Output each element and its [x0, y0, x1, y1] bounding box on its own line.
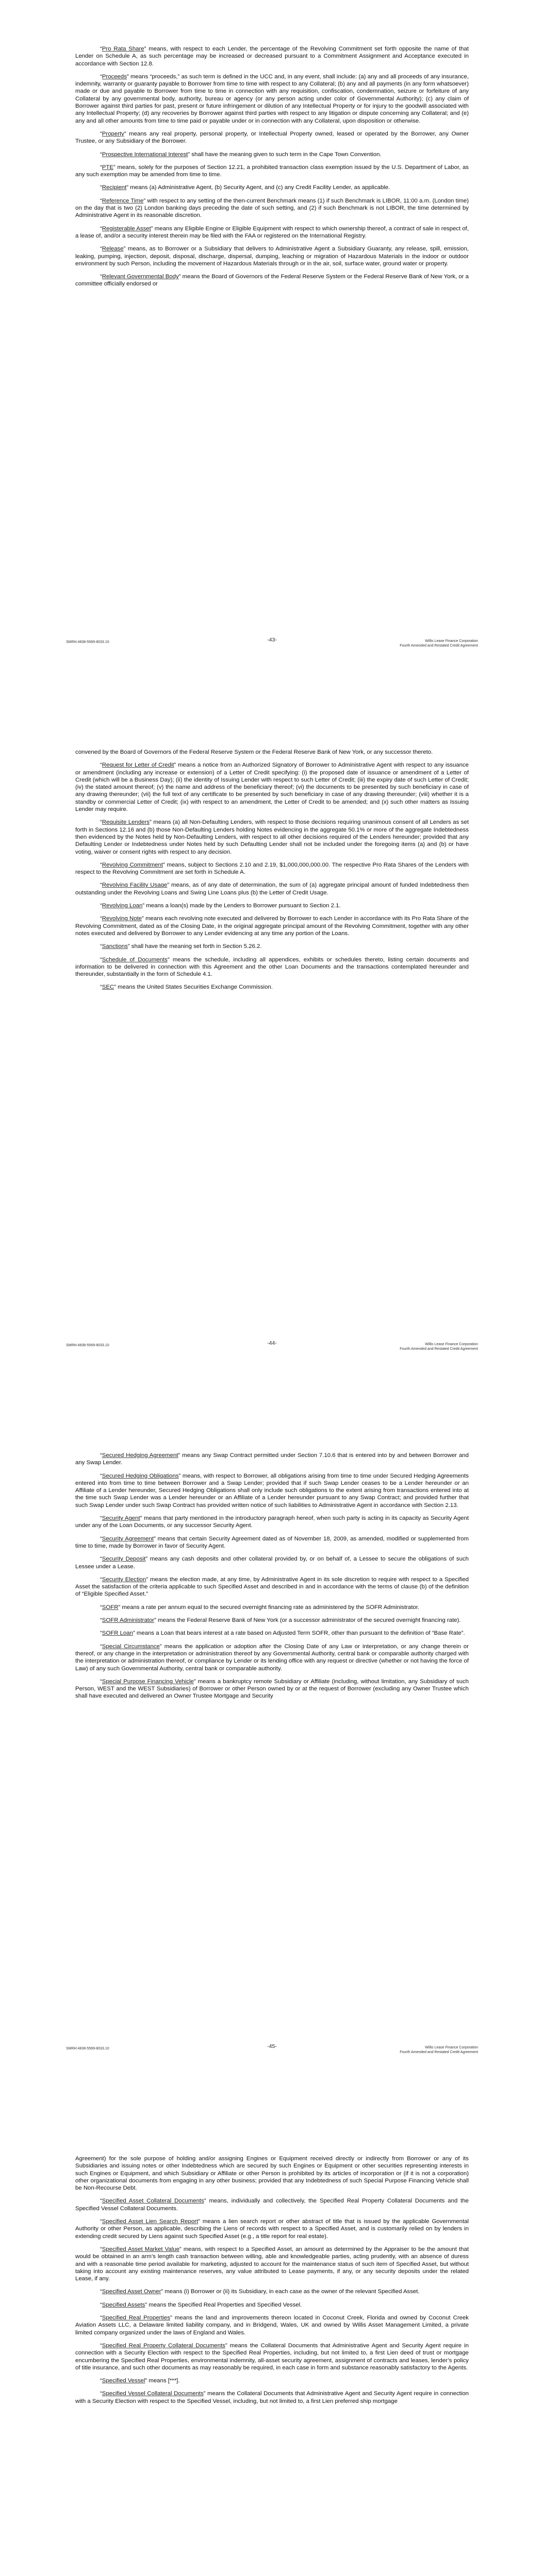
page-body [75, 2155, 469, 2411]
definition-paragraph: “Sanctions” shall have the meaning set forth in Section 5.26.2. [100, 943, 262, 950]
defined-term: Pro Rata Share [102, 46, 144, 52]
defined-term: Specified Real Properties [102, 2315, 171, 2321]
definition-paragraph: “Specified Real Property Collateral Documents” means the Collateral Documents that Administrative Agent and Security Agent require in connection with a Security Election with respect to the Specified Real Properties, including, but not limited to, a first Lien deed of trust or mortgage encumbering the Specified Real Properties, environmental indemnity, all-asset security agreement, assignment of contracts and leases, lender’s policy of title insurance, and such other documents as may reasonably be required, in each case in form and substance reasonably satisfactory to the Agents. [75, 2342, 469, 2371]
definition-paragraph: “Specified Asset Lien Search Report” means a lien search report or other abstract of title that is issued by the applicable Governmental Authority or other Person, as applicable, describing the Liens of records with respect to a Specified Asset, and is customarily relied on by lenders in extending credit secured by Liens against such Specified Asset (e.g., a title report for real estate). [75, 2218, 469, 2240]
defined-term: Security Agent [102, 1515, 140, 1522]
defined-term: Schedule of Documents [102, 956, 168, 963]
definition-paragraph: “PTE” means, solely for the purposes of Section 12.21, a prohibited transaction class exemption issued by the U.S. Department of Labor, as any such exemption may be amended from time to time. [75, 164, 469, 178]
definition-paragraph: “Schedule of Documents” means the schedule, including all appendices, exhibits or schedules thereto, listing certain documents and information to be delivered in connection with this Agreement and the other Loan Documents and the transactions contemplated hereunder and thereunder, substantially in the form of Schedule 4.1. [75, 956, 469, 978]
definition-paragraph: “Revolving Note” means each revolving note executed and delivered by Borrower to each Lender in accordance with its Pro Rata Share of the Revolving Commitment, dated as of the Closing Date, in the original aggregate principal amount of the Revolving Commitment, together with any other notes executed and delivered by Borrower to any Lender evidencing at any time any portion of the Loans. [75, 916, 469, 937]
page-number: -45- [267, 2043, 277, 2049]
defined-term: SOFR [102, 1604, 119, 1611]
definition-paragraph: “Relevant Governmental Body” means the Board of Governors of the Federal Reserve System or the Federal Reserve Bank of New York, or a committee officially endorsed or [75, 274, 469, 287]
definition-paragraph: “Secured Hedging Obligations” means, with respect to Borrower, all obligations arising from time to time under Secured Hedging Agreements entered into from time to time between Borrower and a Swap Lender; provided that if such Swap Lender ceases to be a Lender hereunder or an Affiliate of a Lender hereunder, Secured Hedging Obligations shall only include such obligations to the extent arising from transactions entered into at the time such Swap Lender was a Lender hereunder or an Affiliate of a Lender hereunder pursuant to any Swap Contract; and provided further that such Swap Lender under such Swap Contract has provided written notice of such liabilities to Administrative Agent in accordance with Section 2.13. [75, 1472, 469, 1509]
defined-term: Secured Hedging Obligations [102, 1472, 179, 1479]
footer-doc-id: SMRH:4838-5569-8033.10 [66, 640, 109, 644]
footer-title [400, 639, 478, 648]
page-number: -43- [267, 637, 277, 643]
defined-term: SEC [102, 984, 114, 991]
defined-term: Sanctions [102, 943, 128, 950]
definition-paragraph: “Specified Real Properties” means the land and improvements thereon located in Coconut Creek, Florida and owned by Coconut Creek Aviation Assets LLC, a Delaware limited liability company, and in Bridgend, Wales, UK and owned by Willis Asset Management Limited, a private limited company organized under the laws of England and Wales. [75, 2315, 469, 2336]
definition-paragraph: “Special Purpose Financing Vehicle” means a bankruptcy remote Subsidiary or Affiliate (including, without limitation, any Subsidiary of such Person, WEST and the WEST Subsidiaries) of Borrower or other Person owned by or at the request of Borrower (excluding any Owner Trustee which shall have executed and delivered an Owner Trustee Mortgage and Security [75, 1678, 469, 1700]
defined-term: Release [102, 246, 124, 252]
definition-paragraph: “Pro Rata Share” means, with respect to each Lender, the percentage of the Revolving Commitment set forth opposite the name of that Lender on Schedule A, as such percentage may be increased or decreased pursuant to a Commitment Assignment and Acceptance executed in accordance with Section 12.8. [75, 46, 469, 67]
definition-paragraph: “Requisite Lenders” means (a) all Non-Defaulting Lenders, with respect to those decisions requiring unanimous consent of all Lenders as set forth in Sections 12.16 and (b) those Non-Defaulting Lenders holding Notes evidencing in the aggregate 50.1% or more of the aggregate Indebtedness then evidenced by the Notes held by Non-Defaulting Lenders, with respect to all other decisions required of the Lenders hereunder; provided that any Defaulting Lender or Indebtedness under Notes held by such Defaulting Lender shall not be included under the foregoing items (a) and (b) or have voting, waiver or consent rights with respect to any decision. [75, 819, 469, 855]
page-number: -44- [267, 1340, 277, 1346]
footer-agreement: Fourth Amended and Restated Credit Agreement [400, 644, 478, 648]
definition-paragraph: “Specified Vessel Collateral Documents” means the Collateral Documents that Administrative Agent and Security Agent require in connection with a Security Election with respect to the Specified Vessel, including, but not limited to, a first Lien preferred ship mortgage [75, 2391, 469, 2404]
defined-term: Special Circumstance [102, 1643, 160, 1650]
document-page [0, 1406, 544, 2110]
definition-paragraph: “Property” means any real property, personal property, or Intellectual Property owned, leased or operated by the Borrower, any Owner Trustee, or any Subsidiary of the Borrower. [75, 130, 469, 145]
defined-term: Recipient [102, 184, 127, 191]
defined-term: Secured Hedging Agreement [102, 1452, 178, 1459]
definition-paragraph: “Registerable Asset” means any Eligible Engine or Eligible Equipment with respect to which ownership thereof, a contract of sale in respect of, a lease of, and/or a security interest therein may be filed with the FAA or registered on the International Registry. [75, 225, 469, 239]
defined-term: Specified Asset Market Value [102, 2246, 179, 2252]
defined-term: Requisite Lenders [102, 819, 150, 826]
footer-title [400, 1342, 478, 1351]
definition-paragraph: “SEC” means the United States Securities Exchange Commission. [100, 984, 273, 991]
footer-agreement: Fourth Amended and Restated Credit Agreement [400, 2050, 478, 2054]
defined-term: PTE [102, 164, 113, 171]
defined-term: Revolving Loan [102, 903, 143, 909]
footer-title [400, 2045, 478, 2055]
defined-term: Revolving Facility Usage [102, 882, 168, 889]
continued-paragraph: convened by the Board of Governors of the Federal Reserve System or the Federal Reserve Bank of New York, or any successor thereto. [75, 749, 433, 755]
definition-paragraph: “Specified Vessel” means [***]. [100, 2378, 180, 2384]
definition-paragraph: “Specified Asset Market Value” means, with respect to a Specified Asset, an amount as determined by the Appraiser to be the amount that would be obtained in an arm’s length cash transaction between willing, able and knowledgeable parties, acting prudently, with an absence of duress and with a reasonable time period available for marketing, adjusted to account for the maintenance status of such item of Specified Asset, but without taking into account any existing maintenance reserves, any value attributed to Lease payments, if any, or any security deposits under the related Lease, if any. [75, 2246, 469, 2282]
document-page [0, 2110, 544, 2576]
defined-term: SOFR Administrator [102, 1617, 155, 1624]
definition-paragraph: “Proceeds” means “proceeds,” as such term is defined in the UCC and, in any event, shall include: (a) any and all proceeds of any insurance, indemnity, warranty or guaranty payable to Borrower from time to time with respect to any Collateral; (b) any and all payments (in any form whatsoever) made or due and payable to Borrower from time to time in connection with any requisition, confiscation, condemnation, seizure or forfeiture of any Collateral by any governmental body, authority, bureau or agency (or any person acting under color of Governmental Authority); (c) any claim of Borrower against third parties for past, present or future infringement or dilution of any Intellectual Property or for injury to the goodwill associated with any Intellectual Property; (d) any recoveries by Borrower against third parties with respect to any litigation or dispute concerning any Collateral; and (e) any and all other amounts from time to time paid or payable under or in connection with any Collateral, upon disposition or otherwise. [75, 73, 469, 124]
defined-term: Revolving Commitment [102, 861, 163, 868]
definition-paragraph: “Security Election” means the election made, at any time, by Administrative Agent in its sole discretion to require with respect to a Specified Asset the satisfaction of the criteria applicable to such Specified Asset and described in and in accordance with the terms of clause (b) of the definition of “Eligible Specified Asset.” [75, 1576, 469, 1598]
definition-paragraph: “Special Circumstance” means the application or adoption after the Closing Date of any Law or interpretation, or any change therein or thereof, or any change in the interpretation or administration thereof by any Governmental Authority, central bank or comparable authority charged with the interpretation or administration thereof, or compliance by Lender or its lending office with any request or directive (whether or not having the force of Law) of any such Governmental Authority, central bank or comparable authority. [75, 1643, 469, 1672]
defined-term: Prospective International Interest [102, 151, 188, 158]
defined-term: Request for Letter of Credit [102, 762, 174, 769]
definition-paragraph: “Revolving Commitment” means, subject to Sections 2.10 and 2.19, $1,000,000,000.00. The respective Pro Rata Shares of the Lenders with respect to the Revolving Commitment are set forth in Schedule A. [75, 861, 469, 876]
definition-paragraph: “Prospective International Interest” shall have the meaning given to such term in the Cape Town Convention. [100, 151, 382, 158]
definition-paragraph: “Reference Time” with respect to any setting of the then-current Benchmark means (1) if such Benchmark is LIBOR, 11:00 a.m. (London time) on the day that is two (2) London banking days preceding the date of such setting, and (2) if such Benchmark is not LIBOR, the time determined by Administrative Agent in its reasonable discretion. [75, 197, 469, 219]
defined-term: Specified Real Property Collateral Documents [102, 2342, 225, 2349]
defined-term: Specified Asset Lien Search Report [102, 2218, 199, 2225]
footer-company: Willis Lease Finance Corporation [425, 639, 478, 643]
definition-paragraph: “Security Agent” means that party mentioned in the introductory paragraph hereof, when such party is acting in its capacity as Security Agent under any of the Loan Documents, or any successor Security Agent. [75, 1515, 469, 1529]
continued-paragraph: Agreement) for the sole purpose of holding and/or assigning Engines or Equipment received directly or indirectly from Borrower or any of its Subsidiaries and issuing notes or other Indebtedness which are secured by such Engines or Equipment or other securities representing interests in such Engines or Equipment, and which Subsidiary or Affiliate or other Person is prohibited by its articles of incorporation or (if it is not a corporation) other organizational documents from engaging in any other business; provided that any Indebtedness of such Special Purpose Financing Vehicle shall be Non-Recourse Debt. [75, 2156, 469, 2192]
footer-company: Willis Lease Finance Corporation [425, 2046, 478, 2049]
defined-term: Property [102, 130, 124, 137]
defined-term: Specified Asset Collateral Documents [102, 2198, 204, 2205]
definition-paragraph: “Specified Asset Collateral Documents” means, individually and collectively, the Specified Real Property Collateral Documents and the Specified Vessel Collateral Documents. [75, 2198, 469, 2212]
defined-term: Relevant Governmental Body [102, 274, 179, 280]
defined-term: Security Election [102, 1576, 146, 1583]
defined-term: Specified Assets [102, 2301, 145, 2308]
definition-paragraph: “Revolving Loan” means a loan(s) made by the Lenders to Borrower pursuant to Section 2.1. [100, 903, 341, 909]
page-body [75, 45, 469, 294]
defined-term: Proceeds [102, 73, 127, 80]
footer-doc-id: SMRH:4838-5569-8033.10 [66, 2047, 109, 2050]
defined-term: Security Deposit [102, 1556, 146, 1563]
defined-term: Revolving Note [102, 916, 142, 922]
footer-company: Willis Lease Finance Corporation [425, 1343, 478, 1346]
definition-paragraph: “Request for Letter of Credit” means a notice from an Authorized Signatory of Borrower to Administrative Agent with respect to any issuance or amendment (including any increase or extension) of a Letter of Credit specifying: (i) the proposed date of issuance or amendment of a Letter of Credit (which will be a Business Day); (ii) the identity of Issuing Lender with respect to such Letter of Credit; (iii) the expiry date of such Letter of Credit; (iv) the stated amount thereof; (v) the name and address of the beneficiary thereof; (vi) the documents to be presented by such beneficiary in case of any drawing thereunder; (vii) the full text of any certificate to be presented by such beneficiary in case of any drawing thereunder; (viii) whether it is a standby or commercial Letter of Credit; (ix) with respect to an amendment, the Letter of Credit to be amended; and (x) such other matters as Issuing Lender may require. [75, 762, 469, 813]
definition-paragraph: “Recipient” means (a) Administrative Agent, (b) Security Agent, and (c) any Credit Facility Lender, as applicable. [100, 184, 390, 191]
defined-term: Registerable Asset [102, 225, 151, 232]
defined-term: Specified Vessel Collateral Documents [102, 2391, 204, 2397]
definition-paragraph: “Secured Hedging Agreement” means any Swap Contract permitted under Section 7.10.6 that is entered into by and between Borrower and any Swap Lender. [75, 1452, 469, 1466]
definition-paragraph: “Security Agreement” means that certain Security Agreement dated as of November 18, 2009, as amended, modified or supplemented from time to time, made by Borrower in favor of Security Agent. [75, 1535, 469, 1549]
page-body [75, 1452, 469, 1706]
definition-paragraph: “SOFR Loan” means a Loan that bears interest at a rate based on Adjusted Term SOFR, other than pursuant to the definition of “Base Rate”. [100, 1630, 465, 1637]
defined-term: Reference Time [102, 197, 144, 204]
defined-term: Specified Asset Owner [102, 2289, 161, 2295]
definition-paragraph: “Security Deposit” means any cash deposits and other collateral provided by, or on behalf of, a Lessee to secure the obligations of such Lessee under a Lease. [75, 1556, 469, 1570]
footer-doc-id: SMRH:4838-5569-8033.10 [66, 1344, 109, 1347]
definition-paragraph: “Release” means, as to Borrower or a Subsidiary that delivers to Administrative Agent a Subsidiary Guaranty, any release, spill, emission, leaking, pumping, injection, deposit, disposal, discharge, dispersal, dumping, leaching or migration of Hazardous Materials in the indoor or outdoor environment by such Person, including the movement of Hazardous Materials through or in the air, soil, surface water, ground water or property. [75, 246, 469, 267]
defined-term: Security Agreement [102, 1535, 154, 1542]
definition-paragraph: “SOFR Administrator” means the Federal Reserve Bank of New York (or a successor administrator of the secured overnight financing rate). [100, 1617, 461, 1624]
definition-paragraph: “Specified Asset Owner” means (i) Borrower or (ii) its Subsidiary, in each case as the owner of the relevant Specified Asset. [100, 2289, 420, 2295]
definition-paragraph: “Specified Assets” means the Specified Real Properties and Specified Vessel. [100, 2301, 302, 2308]
defined-term: SOFR Loan [102, 1630, 133, 1637]
document-page [0, 0, 544, 703]
definition-paragraph: “Revolving Facility Usage” means, as of any date of determination, the sum of (a) aggregate principal amount of funded Indebtedness then outstanding under the Revolving Loans and Swing Line Loans plus (b) the Letter of Credit Usage. [75, 882, 469, 896]
page-body [75, 749, 469, 997]
footer-agreement: Fourth Amended and Restated Credit Agreement [400, 1347, 478, 1351]
definition-paragraph: “SOFR” means a rate per annum equal to the secured overnight financing rate as administered by the SOFR Administrator. [100, 1604, 420, 1611]
defined-term: Specified Vessel [102, 2378, 145, 2384]
defined-term: Special Purpose Financing Vehicle [102, 1678, 194, 1685]
document-page [0, 703, 544, 1406]
